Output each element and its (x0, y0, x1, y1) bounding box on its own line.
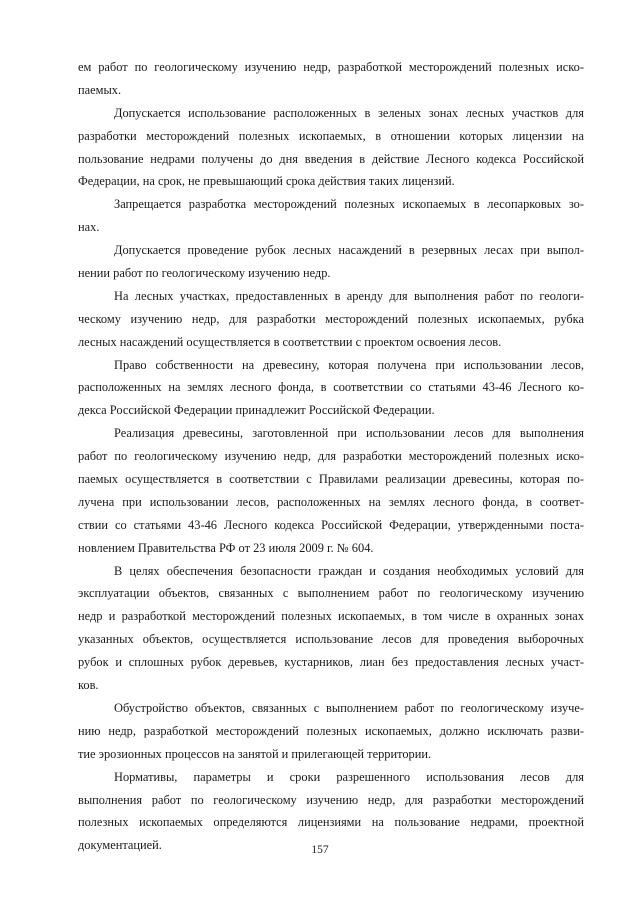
paragraph (78, 354, 584, 423)
text-line: Допускается проведение рубок лесных насаждений в резервных лесах при выпол- (114, 243, 584, 258)
text-line: указанных объектов, осуществляется использование лесов для проведения выборочных (78, 632, 584, 647)
page-number: 157 (311, 844, 329, 856)
paragraph (78, 697, 584, 766)
text-line: расположенных на землях лесного фонда, в соответствии со статьями 43-46 Лесного ко- (78, 380, 584, 395)
text-line: нию недр, разработкой месторождений полезных ископаемых, должно исключать разви- (78, 723, 584, 738)
text-line: ствии со статьями 43-46 Лесного кодекса Российской Федерации, утвержденными поста- (78, 517, 584, 532)
text-line: пользование недрами получены до дня введения в действие Лесного кодекса Российской (78, 151, 584, 166)
paragraph (78, 56, 584, 102)
text-line: лесных насаждений осуществляется в соответствии с проектом освоения лесов. (78, 334, 502, 349)
paragraph (78, 239, 584, 285)
text-line: работ по геологическому изучению недр, для разработки месторождений полезных иско- (78, 449, 584, 464)
text-line: Реализация древесины, заготовленной при использовании лесов для выполнения (114, 426, 584, 441)
page-body (78, 56, 584, 857)
text-line: недр и разработкой месторождений полезных ископаемых, в том числе в охранных зонах (78, 609, 584, 624)
text-line: паемых. (78, 82, 122, 97)
text-line: Нормативы, параметры и сроки разрешенного использования лесов для (114, 769, 584, 784)
text-line: паемых осуществляется в соответствии с Правилами реализации древесины, которая по- (78, 472, 584, 487)
text-line: ческому изучению недр, для разработки месторождений полезных ископаемых, рубка (78, 311, 584, 326)
text-line: Допускается использование расположенных в зеленых зонах лесных участков для (114, 105, 584, 120)
text-line: нах. (78, 220, 100, 235)
text-line: тие эрозионных процессов на занятой и прилегающей территории. (78, 746, 432, 761)
text-line: Федерации, на срок, не превышающий срока действия таких лицензий. (78, 174, 455, 189)
text-line: лучена при использовании лесов, расположенных на землях лесного фонда, в соответ- (78, 494, 584, 509)
paragraph (78, 285, 584, 354)
text-line: нении работ по геологическому изучению недр. (78, 266, 331, 281)
text-line: разработки месторождений полезных ископаемых, в отношении которых лицензии на (78, 128, 584, 143)
text-line: эксплуатации объектов, связанных с выполнением работ по геологическому изучению (78, 586, 584, 601)
paragraph (78, 422, 584, 559)
text-line: Запрещается разработка месторождений полезных ископаемых в лесопарковых зо- (114, 197, 584, 212)
paragraph (78, 102, 584, 194)
text-line: рубок и сплошных рубок деревьев, кустарников, лиан без предоставления лесных участ- (78, 655, 584, 670)
text-line: На лесных участках, предоставленных в аренду для выполнения работ по геологи- (114, 288, 584, 303)
text-line: В целях обеспечения безопасности граждан и создания необходимых условий для (114, 563, 584, 578)
paragraph (78, 193, 584, 239)
text-line: ков. (78, 678, 99, 693)
text-line: полезных ископаемых определяются лицензиями на пользование недрами, проектной (78, 815, 584, 830)
text-line: новлением Правительства РФ от 23 июля 2009 г. № 604. (78, 540, 374, 555)
text-line: документацией. (78, 838, 162, 853)
paragraph (78, 560, 584, 697)
text-line: Обустройство объектов, связанных с выполнением работ по геологическому изуче- (114, 700, 584, 715)
text-line: выполнения работ по геологическому изучению недр, для разработки месторождений (78, 792, 584, 807)
text-line: Право собственности на древесину, которая получена при использовании лесов, (114, 357, 584, 372)
text-line: декса Российской Федерации принадлежит Российской Федерации. (78, 403, 435, 418)
text-line: ем работ по геологическому изучению недр, разработкой месторождений полезных иско- (78, 60, 584, 74)
